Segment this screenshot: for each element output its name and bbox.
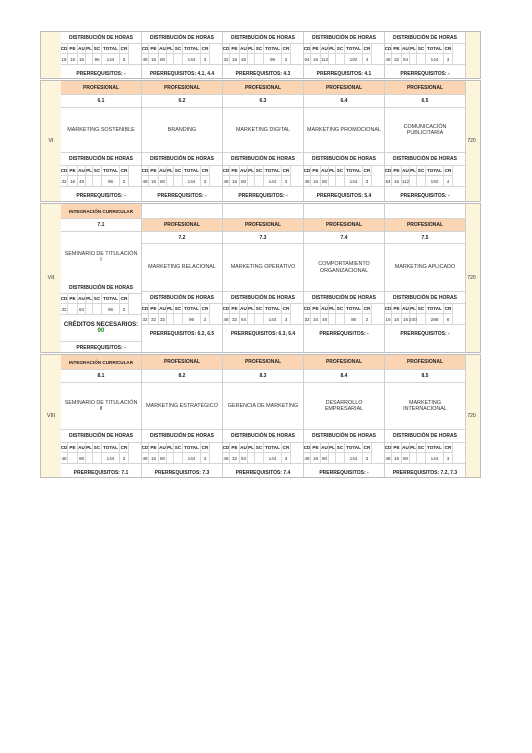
course-code: 8.5: [385, 370, 465, 383]
prerequisites: PRERREQUISITOS: 6.2, 6.5: [149, 331, 215, 337]
course-column: [61, 355, 142, 477]
prerequisites: PRERREQUISITOS: -: [400, 331, 450, 337]
hours-grid: CD PE AU PL SC TOTAL CR 64 16 112 192 4: [304, 44, 384, 65]
course-column: [304, 81, 385, 201]
course-name: SEMINARIO DE TITULACIÓN II: [61, 383, 141, 430]
semester-label: [41, 32, 62, 78]
course-column: [61, 81, 142, 201]
hours-distribution-label: DISTRIBUCIÓN DE HORAS: [223, 292, 303, 304]
hours-distribution-label: DISTRIBUCIÓN DE HORAS: [304, 292, 384, 304]
course-column: [304, 355, 385, 477]
hours-distribution-label: DISTRIBUCIÓN DE HORAS: [304, 32, 384, 44]
hours-grid: CD PE AU PL SC TOTAL CR 48 96 144 3: [61, 443, 141, 464]
course-type: PROFESIONAL: [304, 219, 384, 232]
hours-distribution-label: DISTRIBUCIÓN DE HORAS: [385, 32, 465, 44]
course-column: [304, 32, 385, 78]
semester-total-hours: 720: [462, 355, 480, 477]
course-column: [385, 355, 466, 477]
course-code: 7.3: [223, 232, 303, 244]
course-type: PROFESIONAL: [304, 355, 384, 370]
spacer: [142, 204, 222, 219]
semester-label: VI: [41, 81, 62, 201]
course-column: [223, 32, 304, 78]
course-column: [223, 355, 304, 477]
course-code: 6.2: [142, 95, 222, 108]
course-name: MARKETING SOSTENIBLE: [61, 108, 141, 153]
course-column: [142, 81, 223, 201]
prerequisites: PRERREQUISITOS: 7.2, 7.3: [392, 469, 458, 476]
hours-grid: CD PE AU PL SC TOTAL CR 48 16 80 144 3: [142, 166, 222, 187]
hours-grid: CD PE AU PL SC TOTAL CR 16 16 16 240 288 6: [385, 304, 465, 325]
spacer: [223, 204, 303, 219]
course-column: [385, 204, 466, 352]
course-code: 6.5: [385, 95, 465, 108]
course-column: [61, 204, 142, 352]
semester-total-hours: 720: [462, 204, 480, 352]
semester-vi: [40, 80, 481, 202]
spacer: [385, 204, 465, 219]
hours-distribution-label: DISTRIBUCIÓN DE HORAS: [61, 282, 141, 294]
hours-distribution-label: DISTRIBUCIÓN DE HORAS: [142, 430, 222, 443]
course-name: MARKETING INTERNACIONAL: [385, 383, 465, 430]
hours-distribution-label: DISTRIBUCIÓN DE HORAS: [223, 430, 303, 443]
course-code: 8.4: [304, 370, 384, 383]
prerequisites: PRERREQUISITOS: -: [238, 193, 288, 199]
prerequisites: PRERREQUISITOS: 5.4: [316, 193, 372, 199]
course-type: PROFESIONAL: [304, 81, 384, 95]
hours-grid: CD PE AU PL SC TOTAL CR 32 16 48 96 2: [61, 166, 141, 187]
course-name: MARKETING OPERATIVO: [223, 244, 303, 292]
course-name: SEMINARIO DE TITULACIÓN I: [64, 250, 138, 263]
semester-label: VIII: [41, 355, 62, 477]
prerequisites: PRERREQUISITOS: -: [76, 345, 126, 351]
course-column: [223, 204, 304, 352]
semester-viii: [40, 354, 481, 478]
course-code: 8.2: [142, 370, 222, 383]
course-code: 7.1: [61, 219, 141, 232]
prerequisites: PRERREQUISITOS: -: [319, 331, 369, 337]
course-name: COMPORTAMIENTO ORGANIZACIONAL: [304, 244, 384, 292]
prerequisites: PRERREQUISITOS: -: [76, 71, 126, 77]
semester-label: VII: [41, 204, 62, 352]
hours-distribution-label: DISTRIBUCIÓN DE HORAS: [61, 32, 141, 44]
course-name: MARKETING PROMOCIONAL: [304, 108, 384, 153]
hours-distribution-label: DISTRIBUCIÓN DE HORAS: [61, 430, 141, 443]
spacer: [304, 204, 384, 219]
required-credits-label: CRÉDITOS NECESARIOS:: [63, 321, 139, 328]
hours-grid: CD PE AU PL SC TOTAL CR 16 16 16 96 144 3: [61, 44, 141, 65]
hours-grid: CD PE AU PL SC TOTAL CR 48 32 64 144 3: [385, 44, 465, 65]
hours-grid: CD PE AU PL SC TOTAL CR 32 16 48 96 2: [304, 304, 384, 325]
prerequisites: PRERREQUISITOS: -: [157, 193, 207, 199]
hours-grid: CD PE AU PL SC TOTAL CR 48 32 64 144 3: [223, 304, 303, 325]
course-column: [385, 32, 466, 78]
course-code: 8.1: [61, 370, 141, 383]
hours-distribution-label: DISTRIBUCIÓN DE HORAS: [385, 153, 465, 166]
course-type: INTEGRACIÓN CURRICULAR: [61, 204, 141, 219]
course-code: 6.1: [61, 95, 141, 108]
course-code: 7.4: [304, 232, 384, 244]
hours-distribution-label: DISTRIBUCIÓN DE HORAS: [385, 292, 465, 304]
prerequisites: PRERREQUISITOS: -: [319, 469, 369, 476]
required-credits: [61, 315, 141, 342]
course-name: COMUNICACIÓN PUBLICITARIA: [385, 108, 465, 153]
course-code: 7.2: [142, 232, 222, 244]
prerequisites: PRERREQUISITOS: -: [76, 193, 126, 199]
prerequisites: PRERREQUISITOS: 7.3: [154, 469, 210, 476]
semester-v-tail: [40, 31, 481, 79]
course-type: PROFESIONAL: [61, 81, 141, 95]
hours-distribution-label: DISTRIBUCIÓN DE HORAS: [142, 32, 222, 44]
hours-grid: CD PE AU PL SC TOTAL CR 48 16 80 144 3: [304, 443, 384, 464]
course-code: 8.3: [223, 370, 303, 383]
hours-distribution-label: DISTRIBUCIÓN DE HORAS: [142, 153, 222, 166]
semester-total-hours: 720: [462, 81, 480, 201]
hours-grid: CD PE AU PL SC TOTAL CR 32 64 96 2: [61, 294, 141, 315]
required-credits-value: 90: [97, 328, 105, 334]
course-column: [304, 204, 385, 352]
semester-vii: [40, 203, 481, 353]
course-type: INTEGRACIÓN CURRICULAR: [61, 355, 141, 370]
course-column: [142, 32, 223, 78]
hours-grid: CD PE AU PL SC TOTAL CR 48 16 80 144 3: [142, 443, 222, 464]
hours-grid: CD PE AU PL SC TOTAL CR 48 16 80 144 3: [223, 166, 303, 187]
course-column: [142, 355, 223, 477]
hours-distribution-label: DISTRIBUCIÓN DE HORAS: [304, 153, 384, 166]
course-column: [385, 81, 466, 201]
hours-grid: CD PE AU PL SC TOTAL CR 48 16 80 144 3: [385, 443, 465, 464]
hours-distribution-label: DISTRIBUCIÓN DE HORAS: [304, 430, 384, 443]
course-name: GERENCIA DE MARKETING: [223, 383, 303, 430]
hours-grid: CD PE AU PL SC TOTAL CR 32 32 32 96 2: [142, 304, 222, 325]
hours-grid: CD PE AU PL SC TOTAL CR 48 16 80 144 3: [304, 166, 384, 187]
course-type: PROFESIONAL: [223, 355, 303, 370]
course-type: PROFESIONAL: [385, 355, 465, 370]
course-type: PROFESIONAL: [385, 81, 465, 95]
prerequisites: PRERREQUISITOS: 4.1, 4.4: [149, 71, 215, 77]
course-type: PROFESIONAL: [223, 81, 303, 95]
course-code: 7.5: [385, 232, 465, 244]
course-name: DESARROLLO EMPRESARIAL: [304, 383, 384, 430]
course-type: PROFESIONAL: [385, 219, 465, 232]
course-name: MARKETING ESTRATÉGICO: [142, 383, 222, 430]
prerequisites: PRERREQUISITOS: 7.4: [235, 469, 291, 476]
hours-distribution-label: DISTRIBUCIÓN DE HORAS: [142, 292, 222, 304]
hours-grid: CD PE AU PL SC TOTAL CR 48 32 64 144 3: [223, 443, 303, 464]
prerequisites: PRERREQUISITOS: 6.3, 6.4: [230, 331, 296, 337]
prerequisites: PRERREQUISITOS: -: [400, 193, 450, 199]
prerequisites: PRERREQUISITOS: 4.1: [316, 71, 372, 77]
course-type: PROFESIONAL: [142, 219, 222, 232]
course-code: 6.3: [223, 95, 303, 108]
course-name: BRANDING: [142, 108, 222, 153]
course-column: [61, 32, 142, 78]
course-code: 6.4: [304, 95, 384, 108]
hours-distribution-label: DISTRIBUCIÓN DE HORAS: [223, 32, 303, 44]
course-name: MARKETING APLICADO: [385, 244, 465, 292]
course-column: [223, 81, 304, 201]
course-name: MARKETING RELACIONAL: [142, 244, 222, 292]
prerequisites: PRERREQUISITOS: 4.3: [235, 71, 291, 77]
hours-grid: CD PE AU PL SC TOTAL CR 48 16 80 144 3: [142, 44, 222, 65]
course-type: PROFESIONAL: [142, 81, 222, 95]
hours-grid: CD PE AU PL SC TOTAL CR 64 16 112 192 4: [385, 166, 465, 187]
course-type: PROFESIONAL: [142, 355, 222, 370]
prerequisites: PRERREQUISITOS: 7.1: [73, 469, 129, 476]
hours-grid: CD PE AU PL SC TOTAL CR 32 16 48 96 2: [223, 44, 303, 65]
course-type: PROFESIONAL: [223, 219, 303, 232]
course-column: [142, 204, 223, 352]
hours-distribution-label: DISTRIBUCIÓN DE HORAS: [61, 153, 141, 166]
prerequisites: PRERREQUISITOS: -: [400, 71, 450, 77]
hours-distribution-label: DISTRIBUCIÓN DE HORAS: [223, 153, 303, 166]
hours-distribution-label: DISTRIBUCIÓN DE HORAS: [385, 430, 465, 443]
course-name: MARKETING DIGITAL: [223, 108, 303, 153]
